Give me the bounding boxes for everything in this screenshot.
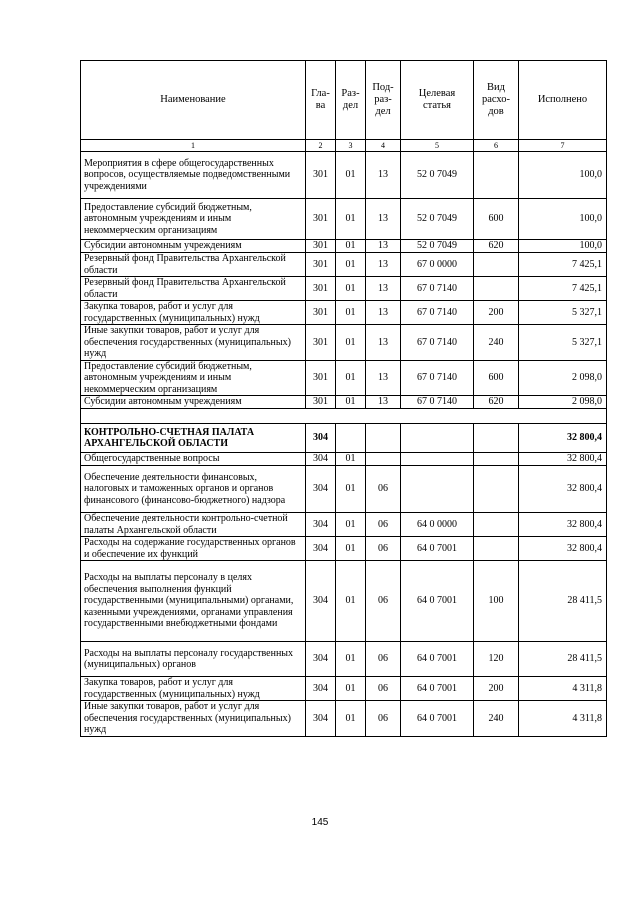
row-razdel: 01 xyxy=(336,537,366,561)
row-name: Общегосударственные вопросы xyxy=(81,453,306,466)
row-tselevaya-statya: 52 0 7049 xyxy=(401,199,474,240)
table-row xyxy=(81,424,607,453)
row-podrazdel: 06 xyxy=(366,701,401,737)
row-podrazdel: 06 xyxy=(366,537,401,561)
row-razdel: 01 xyxy=(336,642,366,677)
row-ispolneno: 32 800,4 xyxy=(519,453,607,466)
col-index: 1 xyxy=(81,140,306,152)
table-row xyxy=(81,642,607,677)
row-razdel: 01 xyxy=(336,360,366,396)
row-tselevaya-statya: 52 0 7049 xyxy=(401,152,474,199)
row-glava: 301 xyxy=(306,240,336,253)
col-index: 6 xyxy=(474,140,519,152)
row-name: Резервный фонд Правительства Архангельской области xyxy=(81,277,306,301)
row-tselevaya-statya xyxy=(401,466,474,513)
table-header-row xyxy=(81,61,607,140)
table-row xyxy=(81,301,607,325)
row-name: Расходы на выплаты персоналу государственных (муниципальных) органов xyxy=(81,642,306,677)
row-glava: 301 xyxy=(306,277,336,301)
table-row xyxy=(81,325,607,361)
row-razdel: 01 xyxy=(336,253,366,277)
row-name: Расходы на выплаты персоналу в целях обеспечения выполнения функций государственными (муниципальными) органами, казенными учреждениями, органами управления государственными внебюджетными фондами xyxy=(81,561,306,642)
row-glava: 301 xyxy=(306,199,336,240)
row-vid-raskhodov xyxy=(474,253,519,277)
header-ispolneno: Исполнено xyxy=(519,61,607,140)
table-row xyxy=(81,701,607,737)
row-tselevaya-statya: 64 0 0000 xyxy=(401,513,474,537)
row-razdel: 01 xyxy=(336,677,366,701)
row-name: Закупка товаров, работ и услуг для государственных (муниципальных) нужд xyxy=(81,677,306,701)
row-glava: 304 xyxy=(306,701,336,737)
row-glava: 301 xyxy=(306,152,336,199)
row-ispolneno: 32 800,4 xyxy=(519,537,607,561)
row-tselevaya-statya: 64 0 7001 xyxy=(401,537,474,561)
row-name: Субсидии автономным учреждениям xyxy=(81,396,306,409)
row-tselevaya-statya: 67 0 0000 xyxy=(401,253,474,277)
row-vid-raskhodov: 240 xyxy=(474,701,519,737)
row-vid-raskhodov xyxy=(474,152,519,199)
row-glava: 304 xyxy=(306,513,336,537)
row-name: Иные закупки товаров, работ и услуг для обеспечения государственных (муниципальных) нужд xyxy=(81,325,306,361)
row-glava: 301 xyxy=(306,253,336,277)
row-vid-raskhodov xyxy=(474,277,519,301)
row-podrazdel: 13 xyxy=(366,277,401,301)
row-podrazdel: 13 xyxy=(366,199,401,240)
row-vid-raskhodov: 600 xyxy=(474,360,519,396)
table-row xyxy=(81,513,607,537)
table-row xyxy=(81,453,607,466)
header-razdel: Раз- дел xyxy=(336,61,366,140)
column-index-row xyxy=(81,140,607,152)
row-tselevaya-statya: 67 0 7140 xyxy=(401,325,474,361)
row-name: Резервный фонд Правительства Архангельской области xyxy=(81,253,306,277)
row-podrazdel: 06 xyxy=(366,561,401,642)
row-vid-raskhodov xyxy=(474,466,519,513)
row-tselevaya-statya: 64 0 7001 xyxy=(401,561,474,642)
row-ispolneno: 32 800,4 xyxy=(519,424,607,453)
budget-table xyxy=(80,60,607,737)
spacer-row xyxy=(81,409,607,424)
row-ispolneno: 4 311,8 xyxy=(519,701,607,737)
row-glava: 304 xyxy=(306,424,336,453)
row-vid-raskhodov: 200 xyxy=(474,301,519,325)
row-vid-raskhodov xyxy=(474,453,519,466)
table-row xyxy=(81,677,607,701)
header-tselevaya-statya: Целевая статья xyxy=(401,61,474,140)
row-vid-raskhodov: 120 xyxy=(474,642,519,677)
row-podrazdel: 13 xyxy=(366,152,401,199)
table-row xyxy=(81,240,607,253)
row-ispolneno: 2 098,0 xyxy=(519,360,607,396)
header-name: Наименование xyxy=(81,61,306,140)
row-vid-raskhodov xyxy=(474,513,519,537)
row-glava: 304 xyxy=(306,537,336,561)
page-number: 145 xyxy=(311,817,329,828)
row-vid-raskhodov: 600 xyxy=(474,199,519,240)
budget-table-container xyxy=(80,60,606,737)
table-row xyxy=(81,253,607,277)
row-vid-raskhodov: 620 xyxy=(474,396,519,409)
table-row xyxy=(81,152,607,199)
table-row xyxy=(81,537,607,561)
row-ispolneno: 28 411,5 xyxy=(519,561,607,642)
row-vid-raskhodov: 200 xyxy=(474,677,519,701)
row-tselevaya-statya: 67 0 7140 xyxy=(401,360,474,396)
row-tselevaya-statya xyxy=(401,424,474,453)
row-name: Обеспечение деятельности финансовых, налоговых и таможенных органов и органов финансового (финансово-бюджетного) надзора xyxy=(81,466,306,513)
row-ispolneno: 100,0 xyxy=(519,240,607,253)
row-ispolneno: 32 800,4 xyxy=(519,513,607,537)
row-razdel: 01 xyxy=(336,325,366,361)
row-name: Обеспечение деятельности контрольно-счетной палаты Архангельской области xyxy=(81,513,306,537)
row-vid-raskhodov: 100 xyxy=(474,561,519,642)
table-row xyxy=(81,396,607,409)
row-glava: 301 xyxy=(306,360,336,396)
row-ispolneno: 4 311,8 xyxy=(519,677,607,701)
row-podrazdel: 06 xyxy=(366,677,401,701)
row-name: Иные закупки товаров, работ и услуг для обеспечения государственных (муниципальных) нужд xyxy=(81,701,306,737)
col-index: 7 xyxy=(519,140,607,152)
row-ispolneno: 28 411,5 xyxy=(519,642,607,677)
row-podrazdel: 06 xyxy=(366,466,401,513)
row-vid-raskhodov xyxy=(474,537,519,561)
row-podrazdel xyxy=(366,453,401,466)
row-tselevaya-statya: 67 0 7140 xyxy=(401,396,474,409)
table-row xyxy=(81,466,607,513)
row-tselevaya-statya: 64 0 7001 xyxy=(401,642,474,677)
row-ispolneno: 5 327,1 xyxy=(519,325,607,361)
row-razdel: 01 xyxy=(336,561,366,642)
row-name: Расходы на содержание государственных органов и обеспечение их функций xyxy=(81,537,306,561)
row-name: Субсидии автономным учреждениям xyxy=(81,240,306,253)
row-glava: 301 xyxy=(306,325,336,361)
col-index: 3 xyxy=(336,140,366,152)
header-glava: Гла- ва xyxy=(306,61,336,140)
row-glava: 304 xyxy=(306,561,336,642)
row-vid-raskhodov xyxy=(474,424,519,453)
row-name: Предоставление субсидий бюджетным, автономным учреждениям и иным некоммерческим организациям xyxy=(81,360,306,396)
row-name: Предоставление субсидий бюджетным, автономным учреждениям и иным некоммерческим организациям xyxy=(81,199,306,240)
row-tselevaya-statya: 64 0 7001 xyxy=(401,701,474,737)
row-tselevaya-statya: 52 0 7049 xyxy=(401,240,474,253)
row-ispolneno: 32 800,4 xyxy=(519,466,607,513)
row-razdel: 01 xyxy=(336,240,366,253)
row-razdel: 01 xyxy=(336,396,366,409)
row-tselevaya-statya: 67 0 7140 xyxy=(401,277,474,301)
row-tselevaya-statya: 67 0 7140 xyxy=(401,301,474,325)
row-podrazdel xyxy=(366,424,401,453)
row-podrazdel: 13 xyxy=(366,301,401,325)
row-vid-raskhodov: 620 xyxy=(474,240,519,253)
row-razdel: 01 xyxy=(336,513,366,537)
row-ispolneno: 5 327,1 xyxy=(519,301,607,325)
row-glava: 301 xyxy=(306,396,336,409)
row-ispolneno: 7 425,1 xyxy=(519,277,607,301)
row-razdel: 01 xyxy=(336,701,366,737)
row-podrazdel: 13 xyxy=(366,396,401,409)
row-razdel: 01 xyxy=(336,466,366,513)
row-name: Мероприятия в сфере общегосударственных вопросов, осуществляемые подведомственными учреждениями xyxy=(81,152,306,199)
row-razdel: 01 xyxy=(336,199,366,240)
col-index: 2 xyxy=(306,140,336,152)
row-glava: 304 xyxy=(306,466,336,513)
row-glava: 304 xyxy=(306,677,336,701)
row-tselevaya-statya: 64 0 7001 xyxy=(401,677,474,701)
table-row xyxy=(81,360,607,396)
row-podrazdel: 06 xyxy=(366,642,401,677)
row-name: Закупка товаров, работ и услуг для государственных (муниципальных) нужд xyxy=(81,301,306,325)
row-ispolneno: 100,0 xyxy=(519,199,607,240)
header-vid-raskhodov: Вид расхо- дов xyxy=(474,61,519,140)
row-glava: 304 xyxy=(306,642,336,677)
row-glava: 304 xyxy=(306,453,336,466)
row-vid-raskhodov: 240 xyxy=(474,325,519,361)
row-razdel: 01 xyxy=(336,277,366,301)
row-glava: 301 xyxy=(306,301,336,325)
header-podrazdel: Под- раз- дел xyxy=(366,61,401,140)
row-name: КОНТРОЛЬНО-СЧЕТНАЯ ПАЛАТА АРХАНГЕЛЬСКОЙ ОБЛАСТИ xyxy=(81,424,306,453)
row-tselevaya-statya xyxy=(401,453,474,466)
row-podrazdel: 06 xyxy=(366,513,401,537)
row-razdel: 01 xyxy=(336,152,366,199)
col-index: 5 xyxy=(401,140,474,152)
row-podrazdel: 13 xyxy=(366,360,401,396)
spacer-cell xyxy=(81,409,607,424)
row-podrazdel: 13 xyxy=(366,253,401,277)
row-ispolneno: 7 425,1 xyxy=(519,253,607,277)
row-razdel xyxy=(336,424,366,453)
row-ispolneno: 2 098,0 xyxy=(519,396,607,409)
table-row xyxy=(81,561,607,642)
row-podrazdel: 13 xyxy=(366,240,401,253)
row-razdel: 01 xyxy=(336,301,366,325)
row-ispolneno: 100,0 xyxy=(519,152,607,199)
row-razdel: 01 xyxy=(336,453,366,466)
col-index: 4 xyxy=(366,140,401,152)
table-row xyxy=(81,277,607,301)
row-podrazdel: 13 xyxy=(366,325,401,361)
table-row xyxy=(81,199,607,240)
